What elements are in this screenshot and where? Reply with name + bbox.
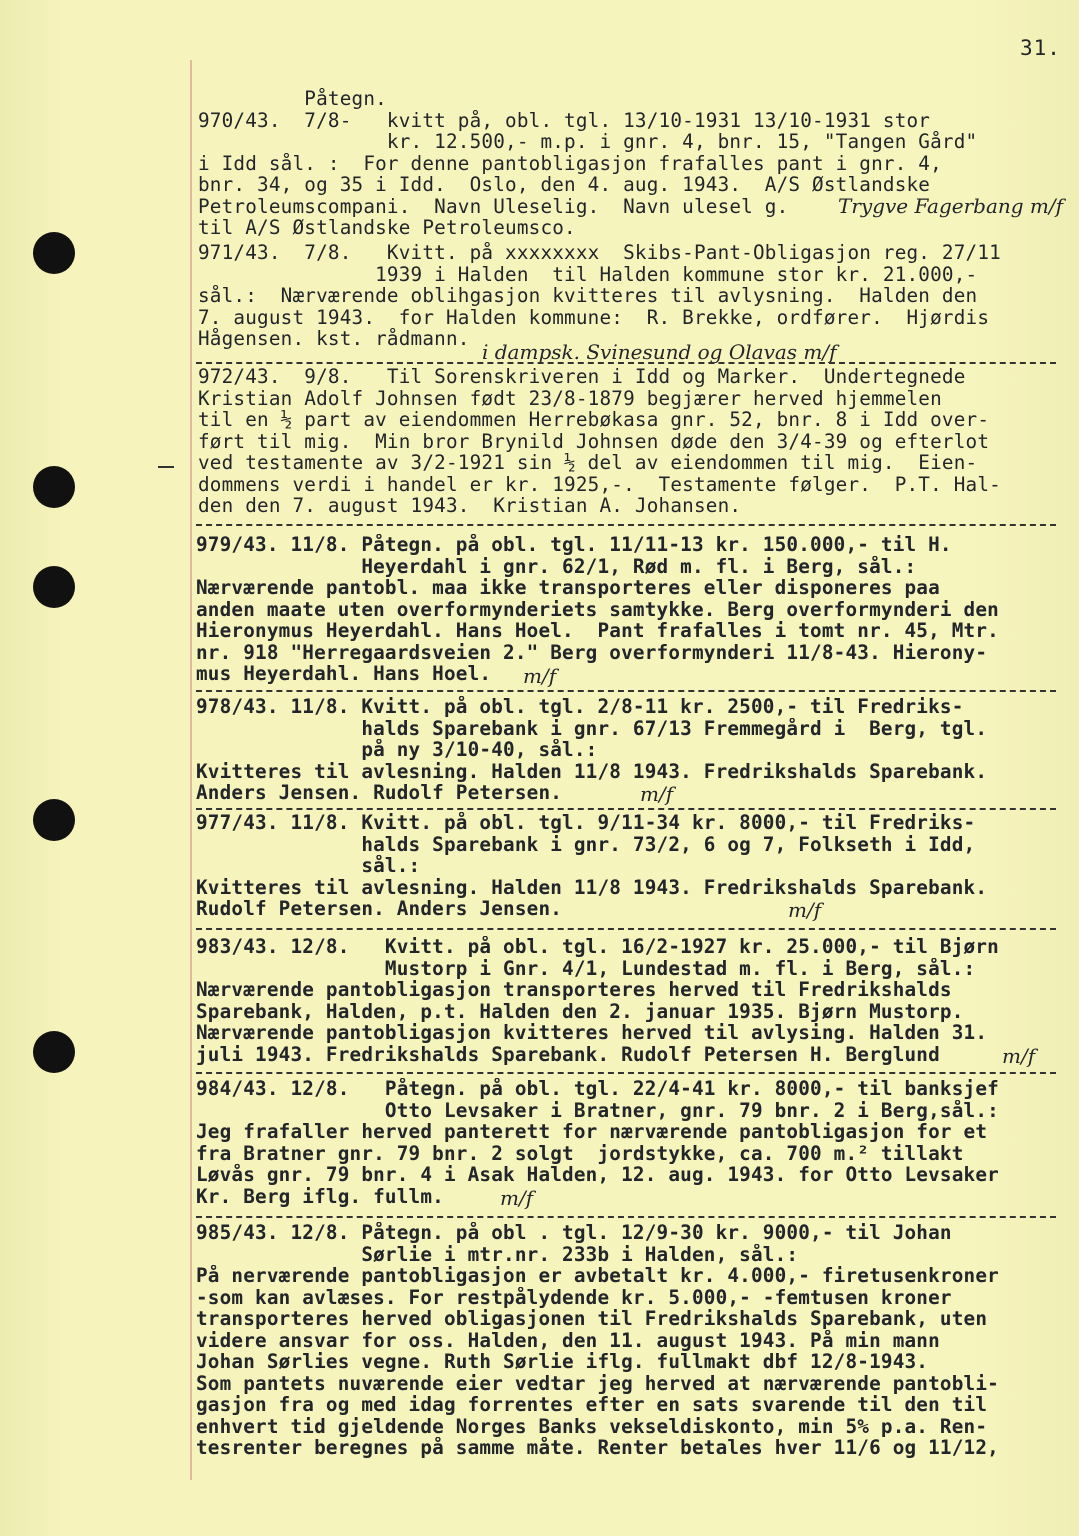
entry-line: nr. 918 "Herregaardsveien 2." Berg overformynderi 11/8-43. Hierony- [196, 641, 988, 663]
entry-line: 970/43. 7/8- kvitt på, obl. tgl. 13/10-1931 13/10-1931 stor [198, 109, 931, 131]
entry-line: transporteres herved obligasjonen til Fredrikshalds Sparebank, uten [196, 1308, 988, 1330]
entry-line: Påtegn. [198, 88, 387, 110]
punch-hole [33, 799, 75, 841]
entry-line: Jeg frafaller herved panterett for nærværende pantobligasjon for et [196, 1121, 988, 1143]
handwritten-signature: m/f [1002, 1044, 1036, 1068]
entry-line: Hågensen. kst. rådmann. [198, 328, 470, 350]
entry-line: Nærværende pantobl. maa ikke transporteres eller disponeres paa [196, 577, 940, 599]
entry-line: Petroleumscompani. Navn Uleselig. Navn ulesel g. [198, 195, 789, 217]
entry-line: til A/S Østlandske Petroleumsco. [198, 217, 576, 239]
punch-hole [33, 466, 75, 508]
entry-line: Kristian Adolf Johnsen født 23/8-1879 begjærer herved hjemmelen [198, 387, 942, 409]
entry-separator [196, 1072, 1056, 1074]
entry-line: 971/43. 7/8. Kvitt. på xxxxxxxx Skibs-Pant-Obligasjon reg. 27/11 [198, 242, 1001, 264]
entry-line: Nærværende pantobligasjon transporteres herved til Fredrikshalds [196, 979, 952, 1001]
entry-line: Hieronymus Heyerdahl. Hans Hoel. Pant frafalles i tomt nr. 45, Mtr. [196, 620, 999, 642]
entry-line: Kvitteres til avlesning. Halden 11/8 1943. Fredrikshalds Sparebank. [196, 760, 988, 782]
entry-line: mus Heyerdahl. Hans Hoel. [196, 663, 492, 685]
entry-979 [196, 534, 1056, 685]
entry-line: bnr. 34, og 35 i Idd. Oslo, den 4. aug. 1943. A/S Østlandske [198, 174, 931, 196]
entry-line: På nerværende pantobligasjon er avbetalt kr. 4.000,- firetusenkroner [196, 1265, 999, 1287]
handwritten-signature: Trygve Fagerbang m/f [838, 194, 1064, 218]
handwritten-signature: m/f [788, 898, 822, 922]
punch-hole [33, 566, 75, 608]
entry-983 [196, 936, 1056, 1065]
entry-line: ført til mig. Min bror Brynild Johnsen døde den 3/4-39 og efterlot [198, 430, 990, 452]
entry-line: ved testamente av 3/2-1921 sin ½ del av eiendommen til mig. Eien- [198, 452, 978, 474]
entry-line: sål.: [196, 855, 421, 877]
entry-972 [198, 366, 1058, 517]
entry-971 [198, 242, 1058, 350]
entry-line: den den 7. august 1943. Kristian A. Johansen. [198, 495, 742, 517]
entry-line: Sparebank, Halden, p.t. Halden den 2. januar 1935. Bjørn Mustorp. [196, 1000, 964, 1022]
handwritten-signature: m/f [523, 664, 557, 688]
entry-line: 978/43. 11/8. Kvitt. på obl. tgl. 2/8-11 kr. 2500,- til Fredriks- [196, 696, 964, 718]
entry-separator [196, 808, 1056, 810]
entry-line: tesrenter beregnes på samme måte. Renter betales hver 11/6 og 11/12, [196, 1437, 999, 1459]
punch-hole [33, 232, 75, 274]
entry-line: 7. august 1943. for Halden kommune: R. Brekke, ordfører. Hjørdis [198, 306, 990, 328]
handwritten-signature: m/f [500, 1186, 534, 1210]
entry-line: Kr. Berg iflg. fullm. [196, 1185, 444, 1207]
entry-977 [196, 812, 1056, 920]
entry-line: gasjon fra og med idag forrentes efter en sats svarende til den til [196, 1394, 988, 1416]
entry-line: Anders Jensen. Rudolf Petersen. [196, 782, 563, 804]
entry-line: fra Bratner gnr. 79 bnr. 2 solgt jordstykke, ca. 700 m.² tillakt [196, 1142, 964, 1164]
handwritten-signature: i dampsk. Svinesund og Olavas m/f [482, 340, 837, 364]
entry-line: dommens verdi i handel er kr. 1925,-. Testamente følger. P.T. Hal- [198, 473, 1001, 495]
entry-line: til en ½ part av eiendommen Herrebøkasa gnr. 52, bnr. 8 i Idd over- [198, 409, 990, 431]
entry-line: 979/43. 11/8. Påtegn. på obl. tgl. 11/11-13 kr. 150.000,- til H. [196, 534, 952, 556]
entry-line: 984/43. 12/8. Påtegn. på obl. tgl. 22/4-41 kr. 8000,- til banksjef [196, 1078, 999, 1100]
entry-line: Johan Sørlies vegne. Ruth Sørlie iflg. fullmakt dbf 12/8-1943. [196, 1351, 929, 1373]
entry-line: enhvert tid gjeldende Norges Banks vekseldiskonto, min 5% p.a. Ren- [196, 1415, 988, 1437]
entry-line: Sørlie i mtr.nr. 233b i Halden, sål.: [196, 1243, 799, 1265]
entry-line: 983/43. 12/8. Kvitt. på obl. tgl. 16/2-1927 kr. 25.000,- til Bjørn [196, 936, 999, 958]
entry-line: Heyerdahl i gnr. 62/1, Rød m. fl. i Berg, sål.: [196, 555, 917, 577]
entry-line: halds Sparebank i gnr. 67/13 Fremmegård i Berg, tgl. [196, 717, 988, 739]
punch-hole [33, 1031, 75, 1073]
entry-line: Otto Levsaker i Bratner, gnr. 79 bnr. 2 i Berg,sål.: [196, 1099, 999, 1121]
entry-separator [196, 524, 1056, 526]
entry-line: sål.: Nærværende oblihgasjon kvitteres til avlysning. Halden den [198, 285, 978, 307]
entry-line: Som pantets nuværende eier vedtar jeg herved at nærværende pantobli- [196, 1372, 999, 1394]
page-number: 31. [1020, 36, 1061, 60]
entry-line: -som kan avlæses. For restpålydende kr. 5.000,- -femtusen kroner [196, 1286, 952, 1308]
entry-984 [196, 1078, 1056, 1207]
entry-line: 1939 i Halden til Halden kommune stor kr. 21.000,- [198, 263, 978, 285]
entry-line: videre ansvar for oss. Halden, den 11. august 1943. På min mann [196, 1329, 940, 1351]
entry-line: 972/43. 9/8. Til Sorenskriveren i Idd og Marker. Undertegnede [198, 366, 966, 388]
entry-line: Nærværende pantobligasjon kvitteres herved til avlysing. Halden 31. [196, 1022, 988, 1044]
entry-separator [196, 362, 1056, 364]
entry-985 [196, 1222, 1056, 1459]
entry-978 [196, 696, 1056, 804]
entry-line: anden maate uten overformynderiets samtykke. Berg overformynderi den [196, 598, 999, 620]
entry-line: i Idd sål. : For denne pantobligasjon frafalles pant i gnr. 4, [198, 152, 942, 174]
entry-line: halds Sparebank i gnr. 73/2, 6 og 7, Folkseth i Idd, [196, 833, 976, 855]
entry-line: 985/43. 12/8. Påtegn. på obl . tgl. 12/9-30 kr. 9000,- til Johan [196, 1222, 952, 1244]
entry-line: Mustorp i Gnr. 4/1, Lundestad m. fl. i Berg, sål.: [196, 957, 976, 979]
margin-dash [158, 466, 174, 468]
entry-line: juli 1943. Fredrikshalds Sparebank. Rudolf Petersen H. Berglund [196, 1043, 940, 1065]
entry-line: Løvås gnr. 79 bnr. 4 i Asak Halden, 12. aug. 1943. for Otto Levsaker [196, 1164, 999, 1186]
entry-line: 977/43. 11/8. Kvitt. på obl. tgl. 9/11-34 kr. 8000,- til Fredriks- [196, 812, 976, 834]
margin-line [190, 60, 192, 1480]
entry-line: Rudolf Petersen. Anders Jensen. [196, 898, 563, 920]
entry-separator [196, 690, 1056, 692]
entry-line: på ny 3/10-40, sål.: [196, 739, 598, 761]
entry-line: Kvitteres til avlesning. Halden 11/8 1943. Fredrikshalds Sparebank. [196, 876, 988, 898]
entry-line: kr. 12.500,- m.p. i gnr. 4, bnr. 15, "Tangen Gård" [198, 131, 978, 153]
entry-separator [196, 1216, 1056, 1218]
entry-separator [196, 928, 1056, 930]
handwritten-signature: m/f [640, 782, 674, 806]
